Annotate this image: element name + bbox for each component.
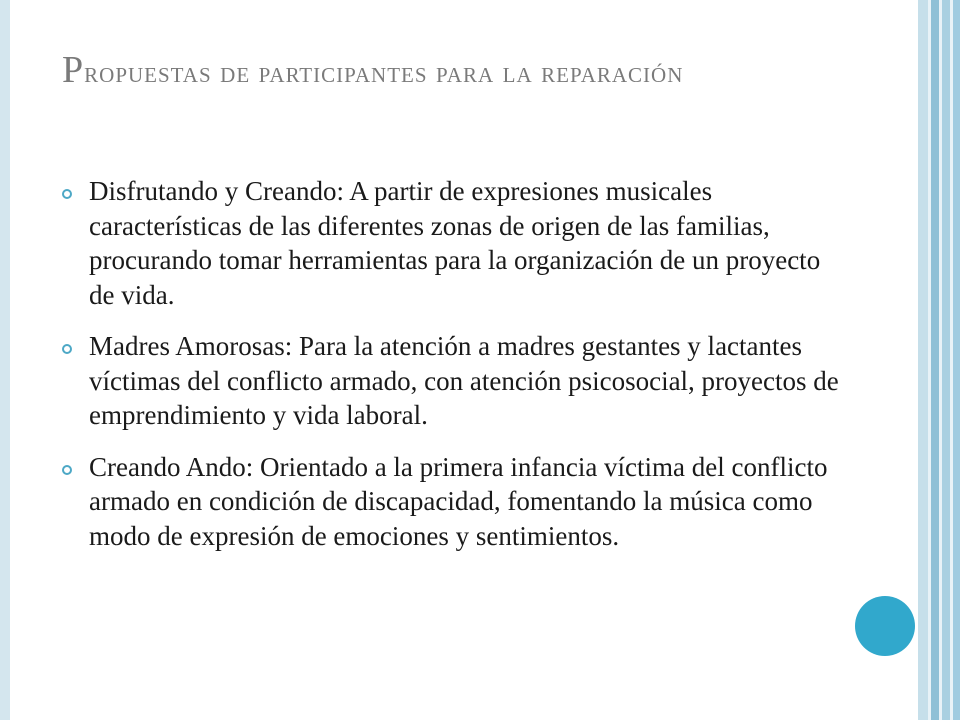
list-item xyxy=(62,450,852,554)
right-stripe-decoration xyxy=(918,0,960,720)
stripe-5 xyxy=(942,0,950,720)
left-border-frame xyxy=(0,0,10,720)
slide-title xyxy=(62,46,882,97)
title-initial: P xyxy=(62,49,85,91)
bullet-icon xyxy=(62,344,72,354)
bullet-list xyxy=(62,174,852,570)
stripe-1 xyxy=(918,0,928,720)
title-rest: ropuestas de participantes para la reparación xyxy=(84,56,684,89)
bullet-icon xyxy=(62,189,72,199)
list-item-text: Creando Ando: Orientado a la primera infancia víctima del conflicto armado en condición de discapacidad, fomentando la música como modo de expresión de emociones y sentimientos. xyxy=(89,451,828,551)
bullet-icon xyxy=(62,465,72,475)
list-item-text: Madres Amorosas: Para la atención a madres gestantes y lactantes víctimas del conflicto armado, con atención psicosocial, proyectos de emprendimiento y vida laboral. xyxy=(89,331,839,430)
list-item-text: Disfrutando y Creando: A partir de expresiones musicales características de las diferentes zonas de origen de las familias, procurando tomar herramientas para la organización de un proyecto de vida. xyxy=(89,176,821,310)
stripe-3 xyxy=(931,0,939,720)
decorative-circle-icon xyxy=(855,596,915,656)
list-item xyxy=(62,174,852,312)
list-item xyxy=(62,329,852,433)
stripe-7 xyxy=(953,0,960,720)
